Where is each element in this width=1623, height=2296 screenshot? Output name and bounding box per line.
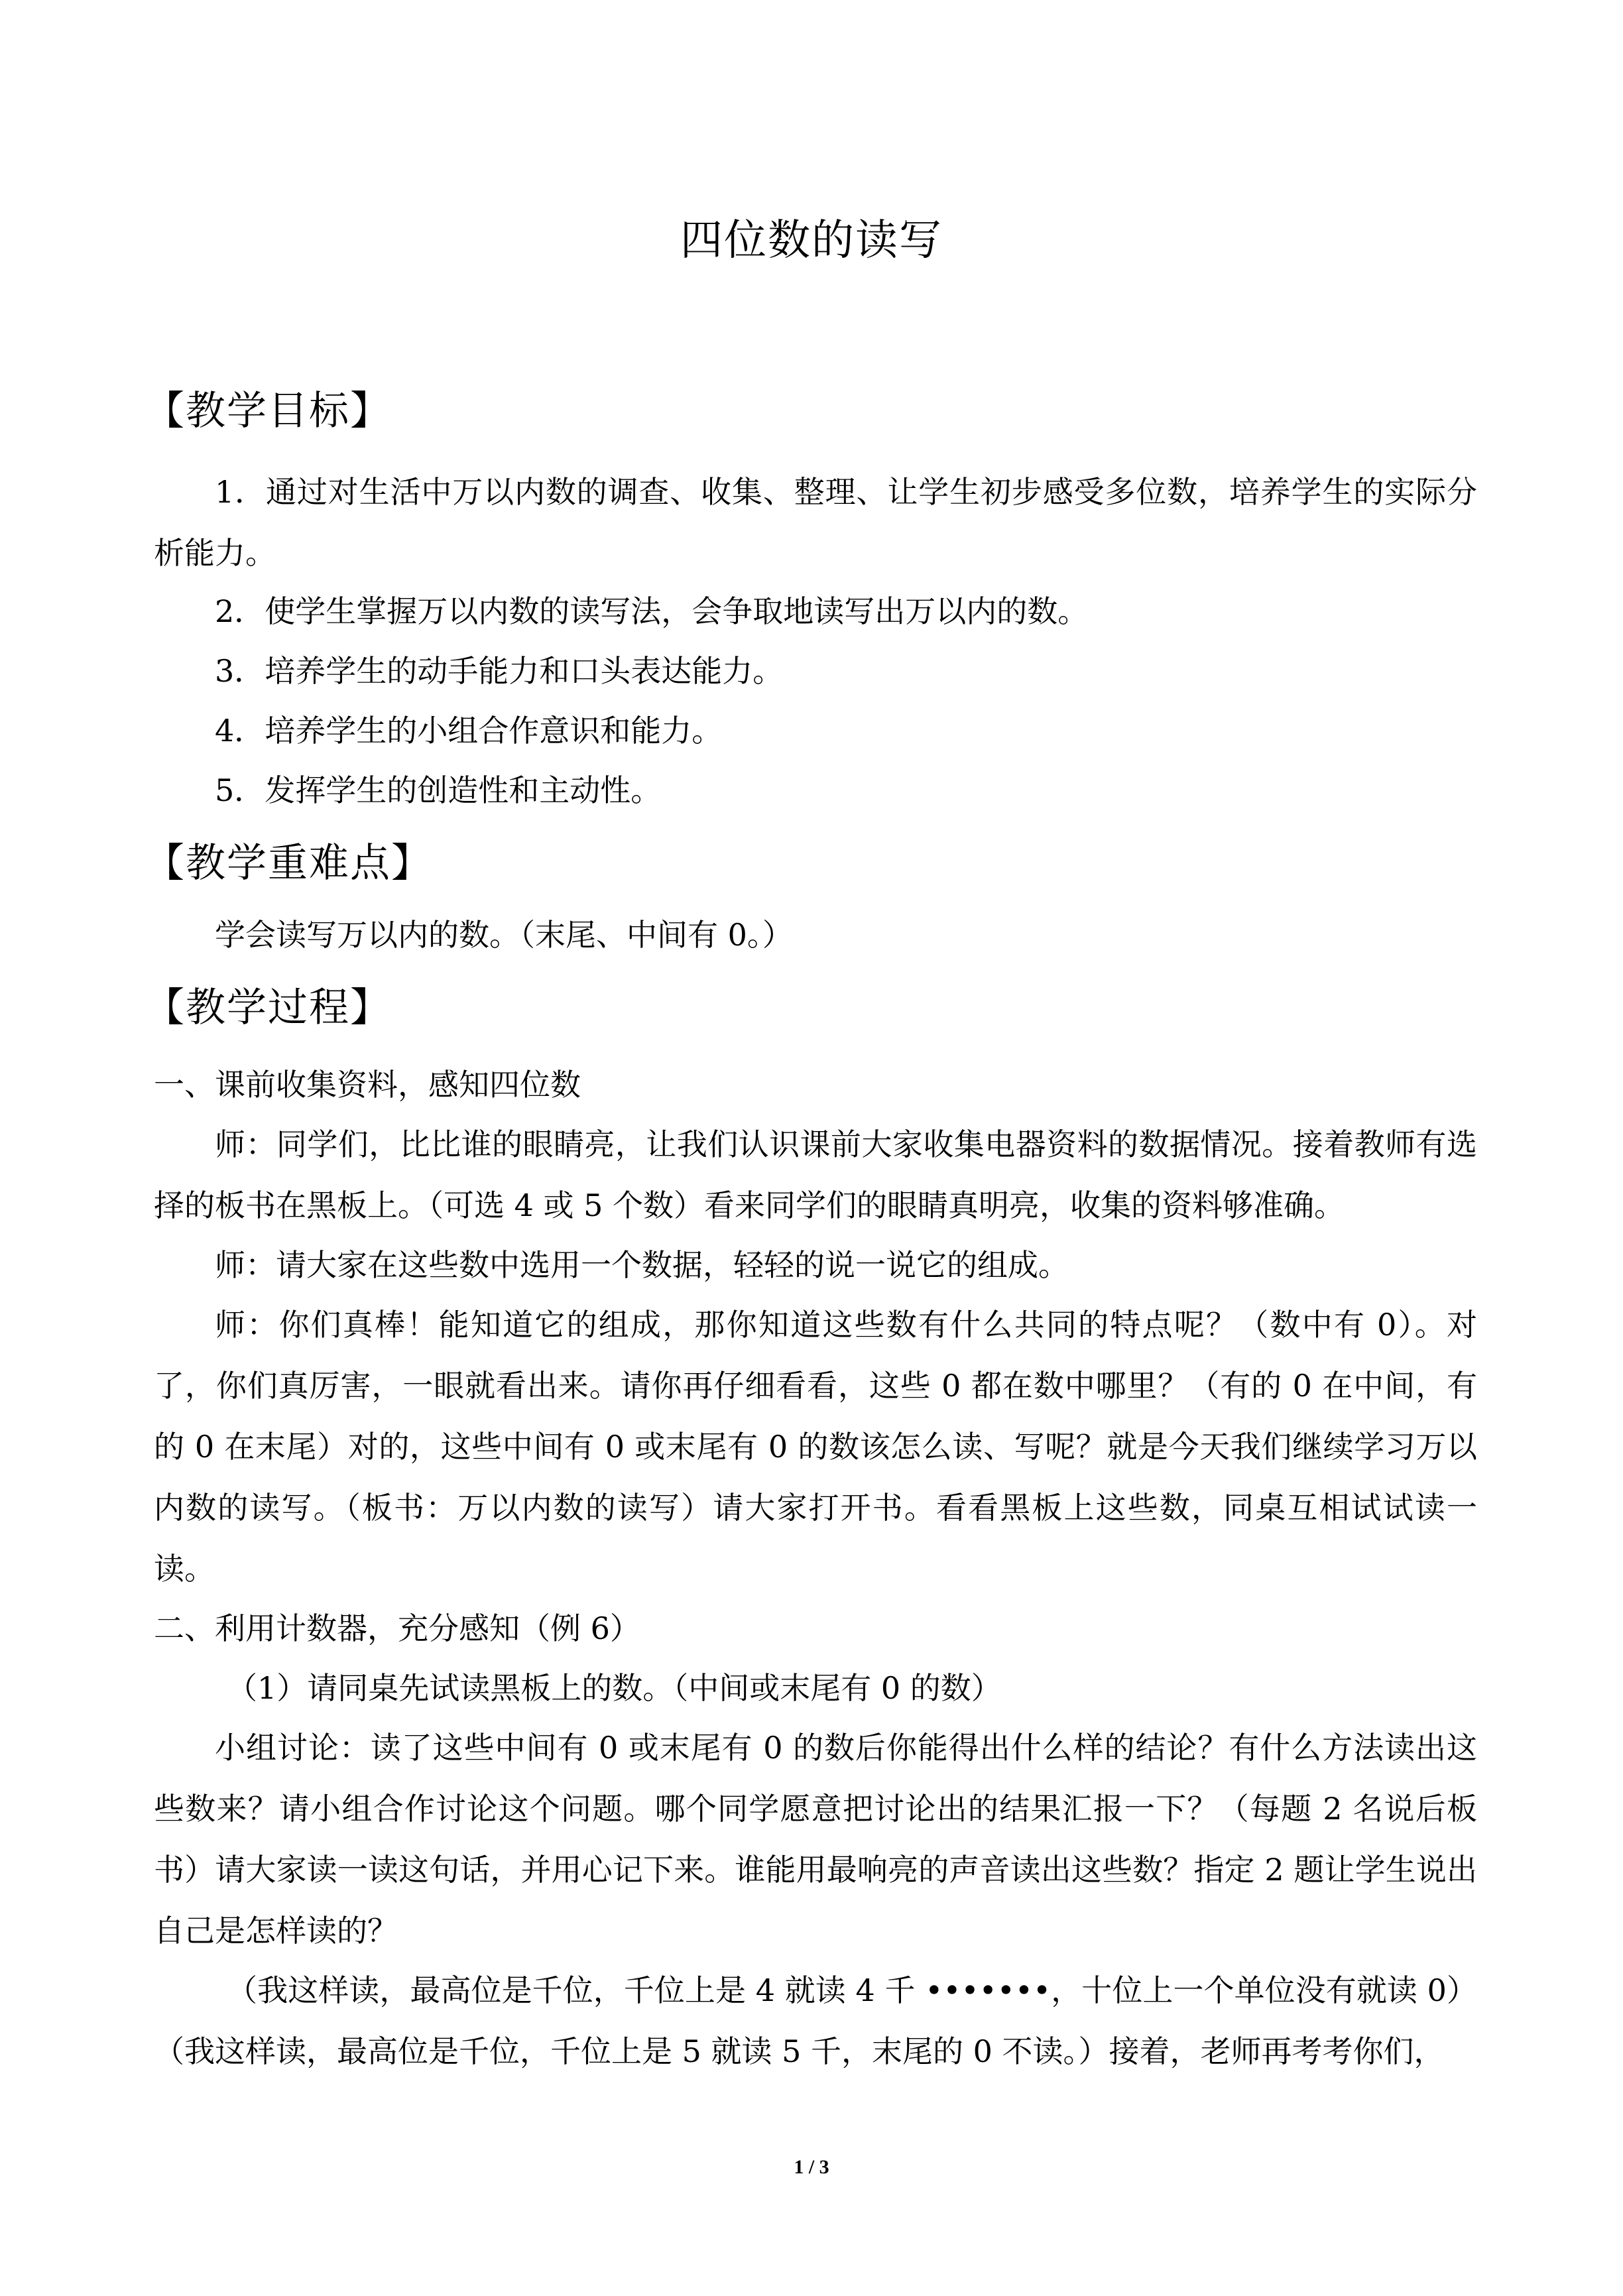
objective-item-2: 2．使学生掌握万以内数的读写法，会争取地读写出万以内的数。	[215, 593, 1089, 629]
part1-para-2: 师：请大家在这些数中选用一个数据，轻轻的说一说它的组成。	[215, 1247, 1069, 1283]
part1-para-3: 师：你们真棒！能知道它的组成，那你知道这些数有什么共同的特点呢？（数中有 0）。对了，你们真厉害，一眼就看出来。请你再仔细看看，这些 0 都在数中哪里？（有的 0 在中间，有的 0 在末尾）对的，这些中间有 0 或末尾有 0 的数该怎么读、写呢？就是今天我们继续学习万以内数的读写。（板书：万以内数的读写）请大家打开书。看看黑板上这些数，同桌互相试试读一读。	[154, 1307, 1477, 1587]
key-points-heading: 【教学重难点】	[145, 840, 432, 886]
part2-discussion: 小组讨论：读了这些中间有 0 或末尾有 0 的数后你能得出什么样的结论？有什么方法读出这些数来？请小组合作讨论这个问题。哪个同学愿意把讨论出的结果汇报一下？（每题 2 名说后板书）请大家读一读这句话，并用心记下来。谁能用最响亮的声音读出这些数？指定 2 题让学生说出自己是怎样读的？	[154, 1730, 1477, 1949]
objective-item-1: 1．通过对生活中万以内数的调查、收集、整理、让学生初步感受多位数，培养学生的实际分析能力。	[154, 474, 1477, 571]
part1-title: 一、课前收集资料，感知四位数	[154, 1067, 581, 1103]
key-points-text: 学会读写万以内的数。（末尾、中间有 0。）	[215, 917, 793, 953]
document-title: 四位数的读写	[680, 216, 943, 265]
part2-title: 二、利用计数器，充分感知（例 6）	[154, 1610, 640, 1646]
objective-item-4: 4．培养学生的小组合作意识和能力。	[215, 713, 723, 749]
objective-item-5: 5．发挥学生的创造性和主动性。	[215, 772, 662, 808]
objectives-heading: 【教学目标】	[145, 388, 391, 434]
page-number: 1 / 3	[794, 2156, 829, 2178]
objective-item-3: 3．培养学生的动手能力和口头表达能力。	[215, 653, 784, 689]
part2-item-1: （1）请同桌先试读黑板上的数。（中间或末尾有 0 的数）	[227, 1670, 1002, 1706]
process-heading: 【教学过程】	[145, 985, 391, 1031]
part2-answer: （我这样读，最高位是千位，千位上是 4 就读 4 千 •••••••，十位上一个单位没有就读 0）（我这样读，最高位是千位，千位上是 5 就读 5 千，末尾的 0 不读。）接着，老师再考考你们，	[154, 1972, 1477, 2069]
part1-para-1: 师：同学们，比比谁的眼睛亮，让我们认识课前大家收集电器资料的数据情况。接着教师有选择的板书在黑板上。（可选 4 或 5 个数）看来同学们的眼睛真明亮，收集的资料够准确。	[154, 1126, 1477, 1223]
